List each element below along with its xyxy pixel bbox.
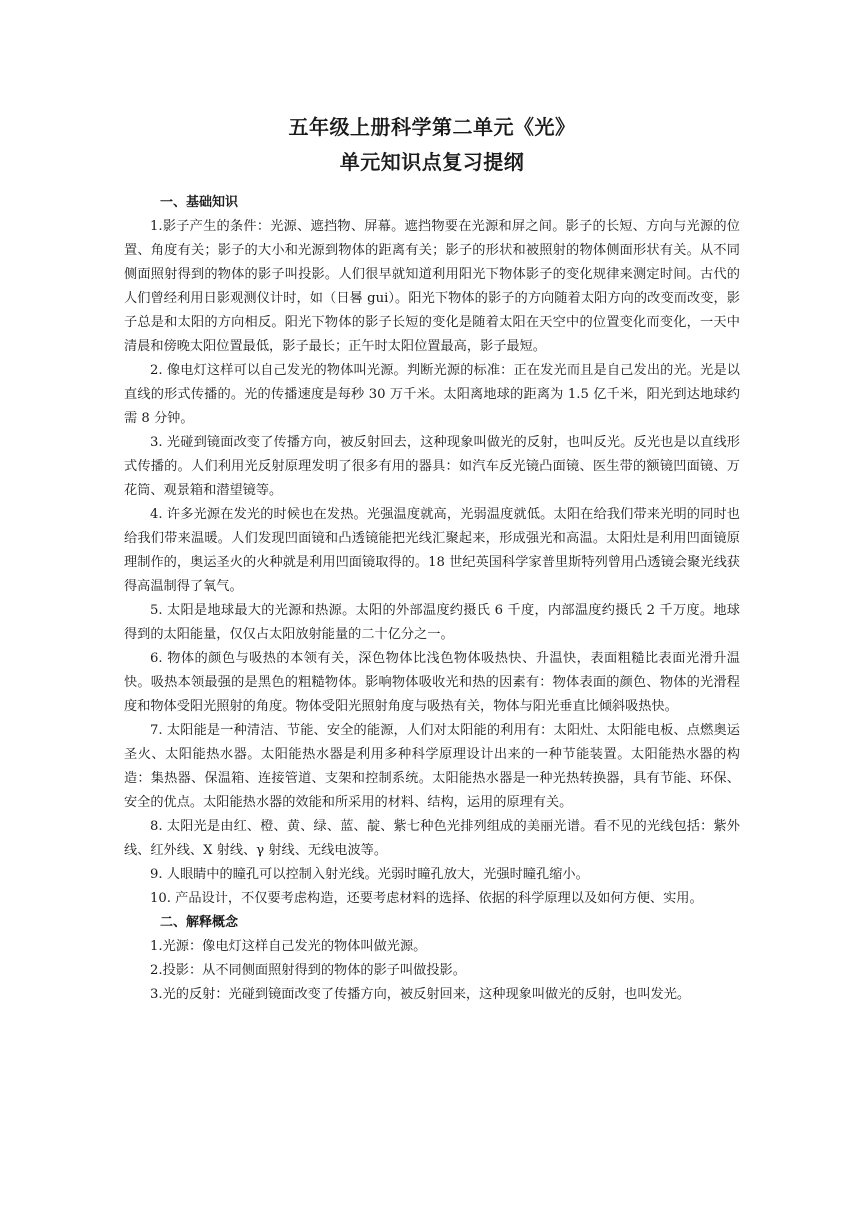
paragraph-1: 1.影子产生的条件：光源、遮挡物、屏幕。遮挡物要在光源和屏之间。影子的长短、方向与光源的位置、角度有关；影子的大小和光源到物体的距离有关；影子的形状和被照射的物体侧面形状有关。从不同侧面照射得到的物体的影子叫投影。人们很早就知道利用阳光下物体影子的变化规律来测定时间。古代的人们曾经利用日影观测仪计时，如（日晷 gui）。阳光下物体的影子的方向随着太阳方向的改变而改变，影子总是和太阳的方向相反。阳光下物体的影子长短的变化是随着太阳在天空中的位置变化而变化，一天中清晨和傍晚太阳位置最低，影子最长；正午时太阳位置最高，影子最短。 xyxy=(124,219,740,354)
document-subtitle: 单元知识点复习提纲 xyxy=(339,150,525,174)
paragraph-3: 3. 光碰到镜面改变了传播方向，被反射回去，这种现象叫做光的反射，也叫反光。反光也是以直线形式传播的。人们利用光反射原理发明了很多有用的器具：如汽车反光镜凸面镜、医生带的额镜凹面镜、万花筒、观景箱和潜望镜等。 xyxy=(124,435,740,498)
paragraph-7: 7. 太阳能是一种清洁、节能、安全的能源，人们对太阳能的利用有：太阳灶、太阳能电板、点燃奥运圣火、太阳能热水器。太阳能热水器是利用多种科学原理设计出来的一种节能装置。太阳能热水器的构造：集热器、保温箱、连接管道、支架和控制系统。太阳能热水器是一种光热转换器，具有节能、环保、安全的优点。太阳能热水器的效能和所采用的材料、结构，运用的原理有关。 xyxy=(124,723,740,810)
document-page xyxy=(124,112,740,1007)
paragraph-10: 10. 产品设计，不仅要考虑构造，还要考虑材料的选择、依据的科学原理以及如何方便、实用。 xyxy=(150,891,703,906)
paragraph-9: 9. 人眼睛中的瞳孔可以控制入射光线。光弱时瞳孔放大，光强时瞳孔缩小。 xyxy=(150,867,589,882)
concept-projection: 2.投影：从不同侧面照射得到的物体的影子叫做投影。 xyxy=(150,963,466,978)
concept-reflection: 3.光的反射：光碰到镜面改变了传播方向，被反射回来，这种现象叫做光的反射，也叫发光。 xyxy=(150,987,691,1002)
paragraph-4: 4. 许多光源在发光的时候也在发热。光强温度就高，光弱温度就低。太阳在给我们带来光明的同时也给我们带来温暖。人们发现凹面镜和凸透镜能把光线汇聚起来，形成强光和高温。太阳灶是利用凹面镜原理制作的，奥运圣火的火种就是利用凹面镜取得的。18 世纪英国科学家普里斯特列曾用凸透镜会聚光线获得高温制得了氧气。 xyxy=(124,507,740,594)
document-title: 五年级上册科学第二单元《光》 xyxy=(288,115,576,139)
section-basic-knowledge xyxy=(124,191,740,911)
paragraph-2: 2. 像电灯这样可以自己发光的物体叫光源。判断光源的标准：正在发光而且是自己发出的光。光是以直线的形式传播的。光的传播速度是每秒 30 万千米。太阳离地球的距离为 1.5 亿千米，阳光到达地球约需 8 分钟。 xyxy=(124,363,740,426)
section-concepts xyxy=(124,911,740,1007)
section-heading: 二、解释概念 xyxy=(160,915,239,930)
paragraph-6: 6. 物体的颜色与吸热的本领有关，深色物体比浅色物体吸热快、升温快，表面粗糙比表面光滑升温快。吸热本领最强的是黑色的粗糙物体。影响物体吸收光和热的因素有：物体表面的颜色、物体的光滑程度和物体受阳光照射的角度。物体受阳光照射角度与吸热有关，物体与阳光垂直比倾斜吸热快。 xyxy=(124,651,740,714)
concept-light-source: 1.光源：像电灯这样自己发光的物体叫做光源。 xyxy=(150,939,427,954)
section-heading: 一、基础知识 xyxy=(160,195,239,210)
paragraph-8: 8. 太阳光是由红、橙、黄、绿、蓝、靛、紫七种色光排列组成的美丽光谱。看不见的光线包括：紫外线、红外线、X 射线、γ 射线、无线电波等。 xyxy=(124,819,740,858)
paragraph-5: 5. 太阳是地球最大的光源和热源。太阳的外部温度约摄氏 6 千度，内部温度约摄氏 2 千万度。地球得到的太阳能量，仅仅占太阳放射能量的二十亿分之一。 xyxy=(124,603,740,642)
